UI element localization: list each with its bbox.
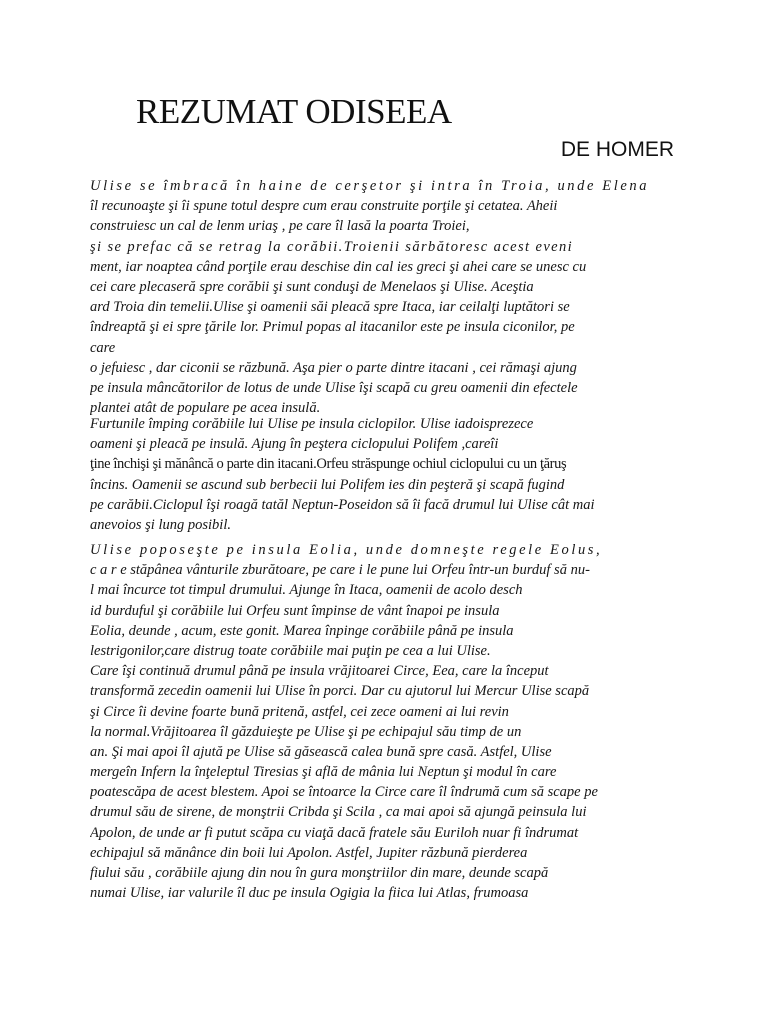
text-line: Apolon, de unde ar fi putut scăpa cu viaţă dacă fratele său Euriloh nuar fi îndrumat — [90, 824, 579, 841]
text-line: echipajul să mănânce din boii lui Apolon. Astfel, Jupiter răzbună pierderea — [90, 844, 528, 861]
text-line: Care îşi continuă drumul până pe insula vrăjitoarei Circe, Eea, care la început — [90, 663, 549, 680]
document-author: DE HOMER — [560, 138, 674, 161]
text-line: Ulise poposeşte pe insula Eolia, unde domneşte regele Eolus, — [90, 542, 603, 558]
text-line: oameni şi pleacă pe insulă. Ajung în peştera ciclopului Polifem ,careîi — [90, 436, 499, 453]
text-line: îl recunoaşte şi îi spune totul despre cum erau construite porţile şi cetatea. Aheii — [90, 198, 558, 215]
text-line: anevoios şi lung posibil. — [90, 516, 231, 533]
text-line: pe insula mâncătorilor de lotus de unde Ulise îşi scapă cu greu oamenii din efectele — [90, 379, 578, 396]
text-line: numai Ulise, iar valurile îl duc pe insula Ogigia la fiica lui Atlas, frumoasa — [90, 885, 529, 902]
text-line: pe carăbii.Ciclopul îşi roagă tatăl Neptun-Poseidon să îi facă drumul lui Ulise cât mai — [90, 496, 595, 513]
text-line: Ulise se îmbracă în haine de cerşetor şi intra în Troia, unde Elena — [90, 178, 650, 194]
text-line: c a r e stăpânea vânturile zburătoare, pe care i le pune lui Orfeu într-un burduf să nu- — [90, 562, 590, 579]
text-line: drumul său de sirene, de monştrii Cribda şi Scila , ca mai apoi să ajungă peinsula lui — [90, 804, 587, 821]
paragraph-2 — [90, 414, 676, 535]
text-line: fiului său , corăbiile ajung din nou în gura monştriilor din mare, deunde scapă — [90, 865, 549, 881]
text-line: lestrigonilor,care distrug toate corăbiile mai puţin pe cea a lui Ulise. — [90, 642, 491, 659]
text-line: an. Şi mai apoi îl ajută pe Ulise să găsească calea bună spre casă. Astfel, Ulise — [90, 743, 552, 760]
text-line: şi Circe îi devine foarte bună pritenă, astfel, cei zece oameni ai lui revin — [90, 703, 509, 720]
text-line: mergeîn Infern la înţeleptul Tiresias şi află de mânia lui Neptun şi modul în care — [90, 764, 557, 781]
text-line: şi se prefac că se retrag la corăbii.Troienii sărbătoresc acest eveni — [90, 238, 574, 255]
text-line: îndreaptă şi ei spre ţările lor. Primul popas al itacanilor este pe insula ciconilor, pe — [90, 319, 575, 336]
text-line: Furtunile împing corăbiile lui Ulise pe insula ciclopilor. Ulise iadoisprezece — [90, 416, 534, 432]
text-line: ţine închişi şi mănâncă o parte din itacani.Orfeu străspunge ochiul ciclopului cu un ţăruş — [90, 456, 567, 473]
text-line: la normal.Vrăjitoarea îl găzduieşte pe Ulise şi pe echipajul său timp de un — [90, 723, 522, 740]
text-line: cei care plecaseră spre corăbii şi sunt conduşi de Menelaos şi Ulise. Aceştia — [90, 278, 534, 295]
text-line: ment, iar noaptea când porţile erau deschise din cal ies greci şi ahei care se unesc cu — [90, 258, 587, 275]
text-line: Eolia, deunde , acum, este gonit. Marea înpinge corăbiile până pe insula — [90, 622, 514, 639]
text-line: care — [90, 339, 116, 356]
text-line: plantei atât de populare pe acea insulă. — [90, 400, 321, 417]
text-line: ard Troia din temelii.Ulise şi oamenii săi pleacă spre Itaca, iar ceilalţi luptători se — [90, 299, 570, 316]
paragraph-3 — [90, 540, 676, 903]
text-line: poatescăpa de acest blestem. Apoi se întoarce la Circe care îl îndrumă cum să scape pe — [90, 784, 598, 801]
text-line: id burduful şi corăbiile lui Orfeu sunt împinse de vânt înapoi pe insula — [90, 602, 500, 619]
document-title: REZUMAT ODISEEA — [136, 92, 452, 131]
text-line: încins. Oamenii se ascund sub berbecii lui Polifem ies din peşteră şi scapă fugind — [90, 476, 565, 493]
text-line: l mai încurce tot timpul drumului. Ajunge în Itaca, oamenii de acolo desch — [90, 582, 523, 599]
text-line: o jefuiesc , dar ciconii se răzbună. Aşa pier o parte dintre itacani , cei rămaşi ajung — [90, 359, 577, 376]
text-line: transformă zecedin oamenii lui Ulise în porci. Dar cu ajutorul lui Mercur Ulise scapă — [90, 683, 590, 700]
paragraph-1 — [90, 176, 676, 418]
text-line: construiesc un cal de lenm uriaş , pe care îl lasă la poarta Troiei, — [90, 218, 470, 235]
